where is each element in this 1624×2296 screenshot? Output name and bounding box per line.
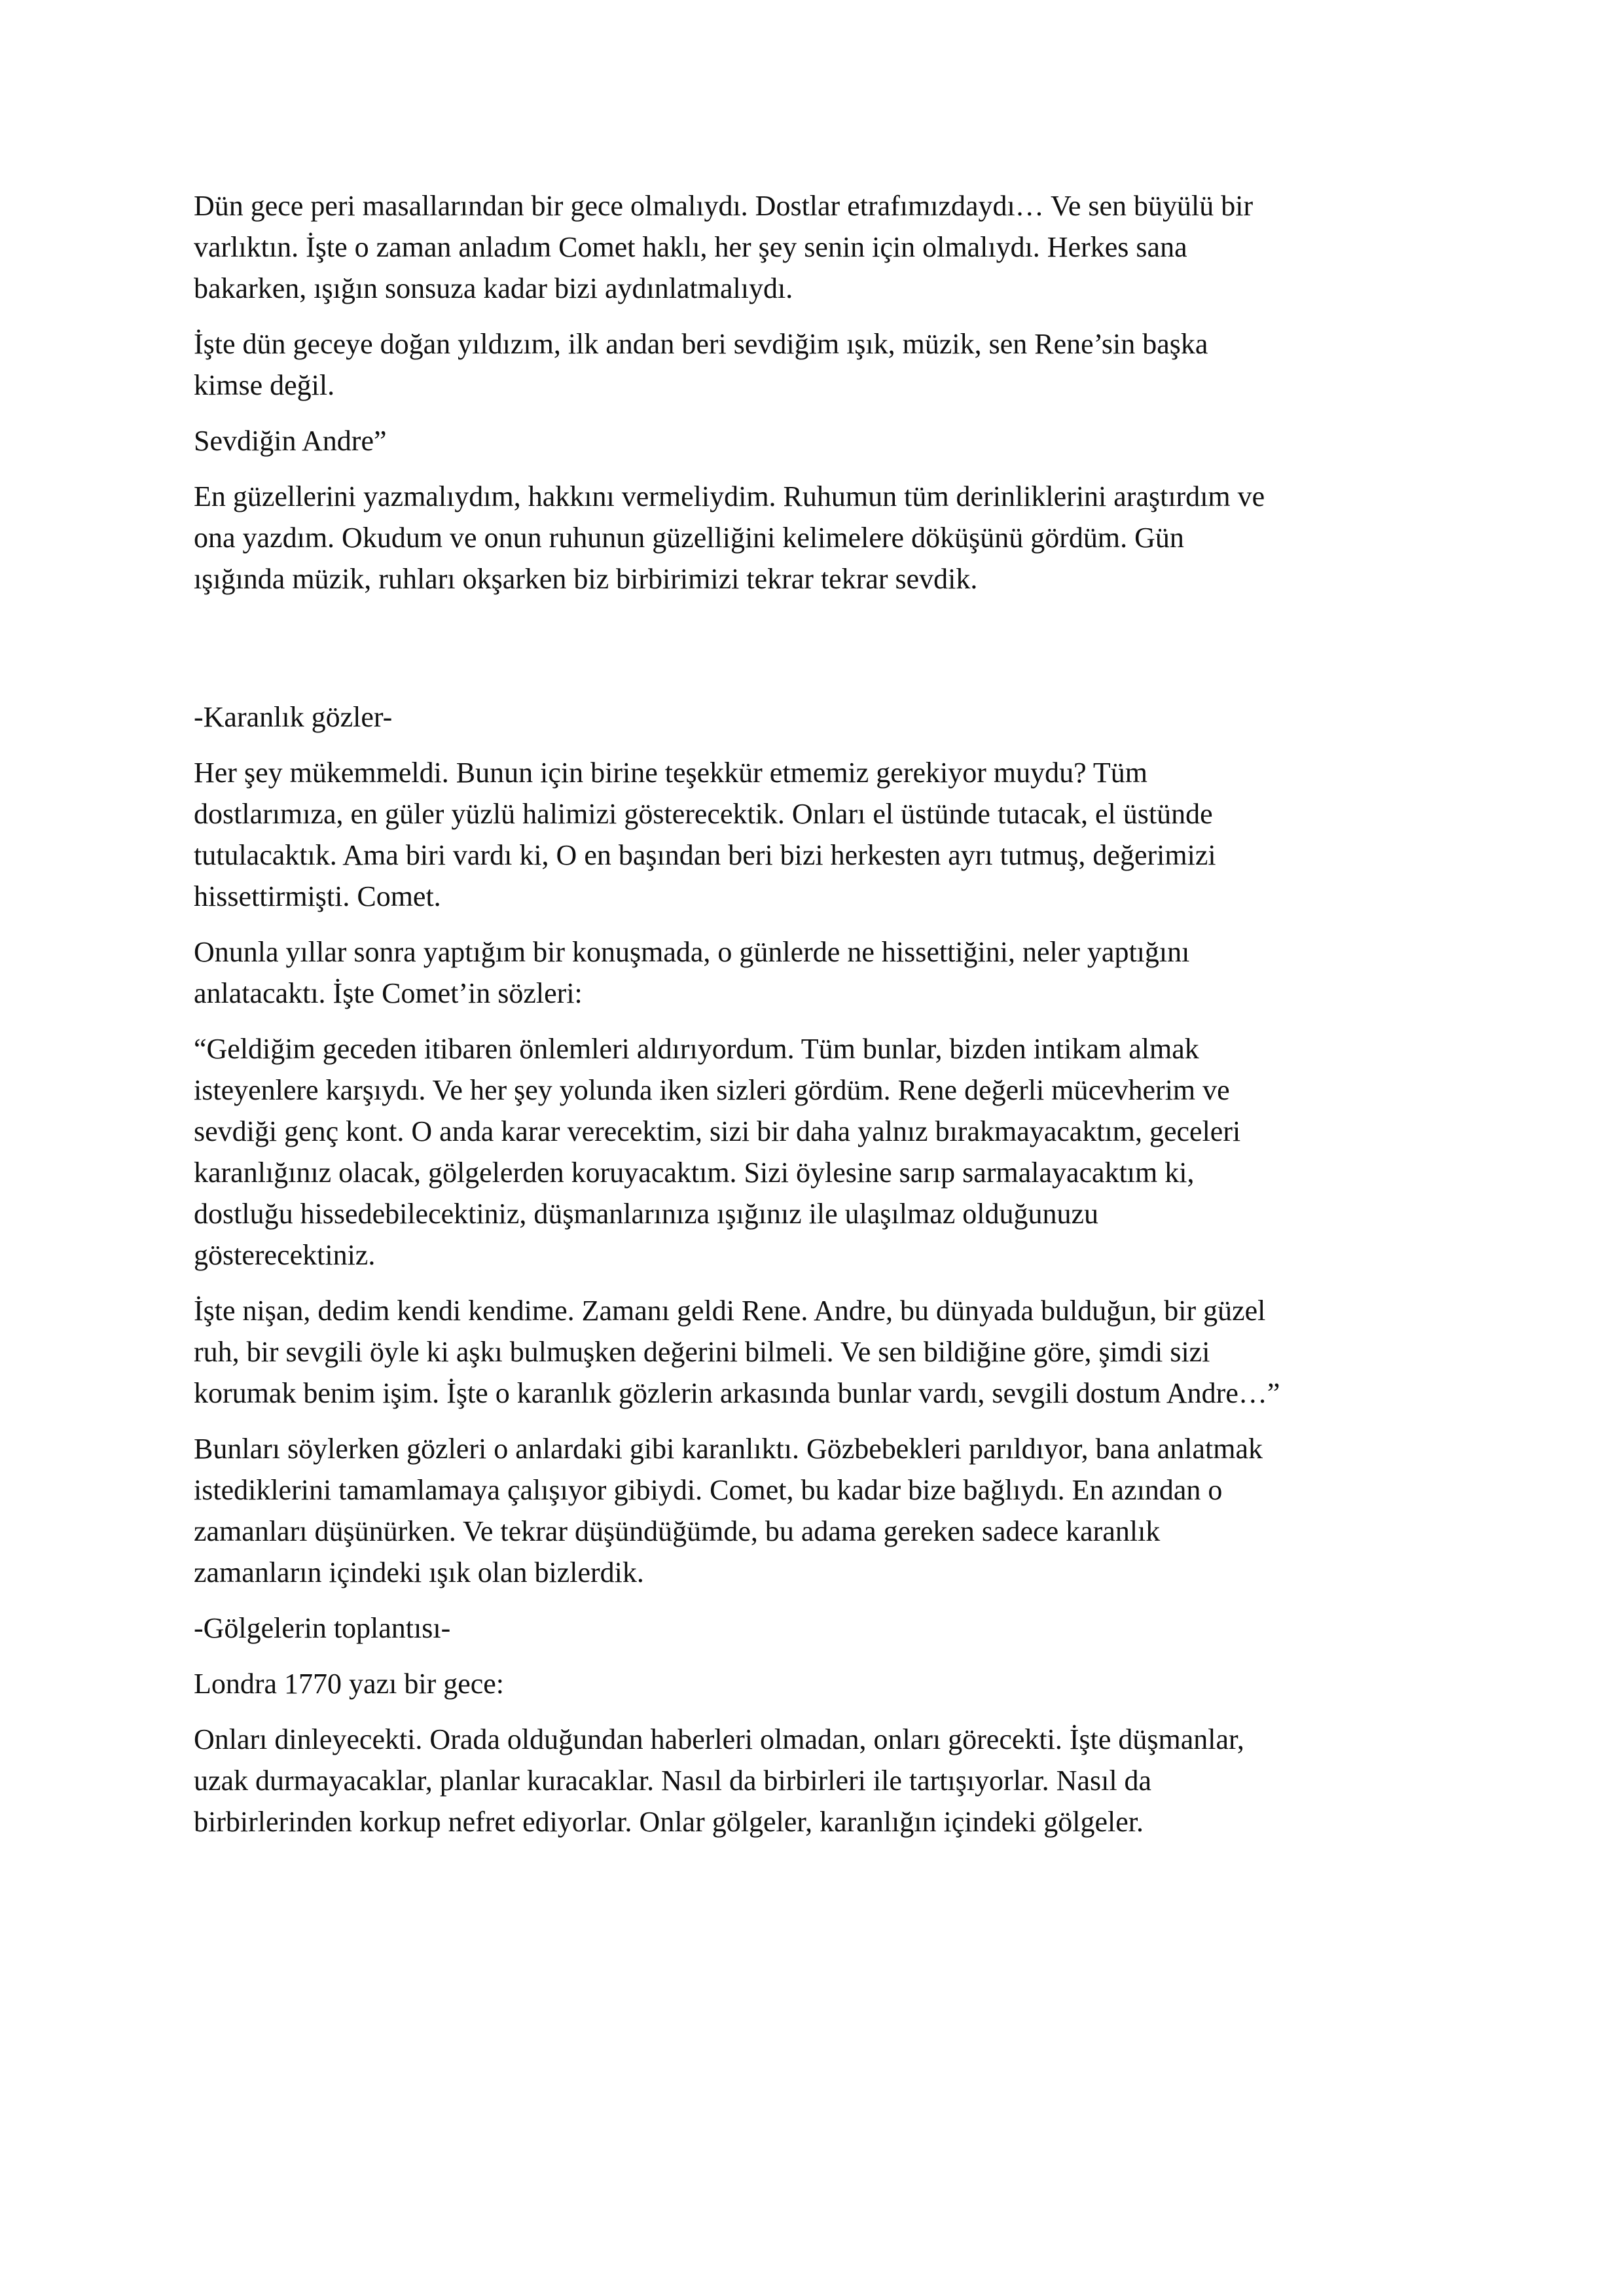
text-line: Onunla yıllar sonra yaptığım bir konuşmada, o günlerde ne hissettiğini, neler yaptığını [194, 936, 1190, 968]
paragraph-comet-quote [194, 1028, 1437, 1276]
text-line: Bunları söylerken gözleri o anlardaki gibi karanlıktı. Gözbebekleri parıldıyor, bana anlatmak [194, 1433, 1263, 1465]
text-line: anlatacaktı. İşte Comet’in sözleri: [194, 977, 583, 1009]
paragraph-london-1770 [194, 1663, 1437, 1704]
heading-text: -Karanlık gözler- [194, 701, 393, 733]
text-line: ışığında müzik, ruhları okşarken biz birbirimizi tekrar tekrar sevdik. [194, 563, 978, 595]
text-line: ruh, bir sevgili öyle ki aşkı bulmuşken değerini bilmeli. Ve sen bildiğine göre, şimdi sizi [194, 1336, 1210, 1368]
text-line: sevdiği genç kont. O anda karar verecektim, sizi bir daha yalnız bırakmayacaktım, geceleri [194, 1115, 1241, 1147]
text-line: En güzellerini yazmalıydım, hakkını vermeliydim. Ruhumun tüm derinliklerini araştırdım ve [194, 480, 1265, 512]
text-line: dostluğu hissedebilecektiniz, düşmanlarınıza ışığınız ile ulaşılmaz olduğunuzu [194, 1198, 1099, 1230]
paragraph-everything-perfect [194, 752, 1437, 917]
text-line: zamanların içindeki ışık olan bizlerdik. [194, 1556, 644, 1588]
paragraph-dark-eyes-speech [194, 1428, 1437, 1593]
text-line: zamanları düşünürken. Ve tekrar düşündüğümde, bu adama gereken sadece karanlık [194, 1515, 1161, 1547]
document-page [194, 185, 1437, 1857]
text-line: birbirlerinden korkup nefret ediyorlar. Onlar gölgeler, karanlığın içindeki gölgeler. [194, 1806, 1144, 1838]
text-line: dostlarımıza, en güler yüzlü halimizi gösterecektik. Onları el üstünde tutacak, el üstünde [194, 798, 1213, 830]
text-line: Sevdiğin Andre” [194, 425, 387, 457]
section-heading-shadows-meeting [194, 1607, 1437, 1649]
text-line: bakarken, ışığın sonsuza kadar bizi aydınlatmalıydı. [194, 272, 793, 304]
text-line: hissettirmişti. Comet. [194, 880, 441, 912]
text-line: “Geldiğim geceden itibaren önlemleri aldırıyordum. Tüm bunlar, bizden intikam almak [194, 1033, 1199, 1065]
text-line: istediklerini tamamlamaya çalışıyor gibiydi. Comet, bu kadar bize bağlıydı. En azından o [194, 1474, 1223, 1506]
text-line: tutulacaktık. Ama biri vardı ki, O en başından beri bizi herkesten ayrı tutmuş, değerimizi [194, 839, 1216, 871]
text-line: varlıktın. İşte o zaman anladım Comet haklı, her şey senin için olmalıydı. Herkes sana [194, 231, 1187, 263]
text-line: gösterecektiniz. [194, 1239, 376, 1271]
heading-text: -Gölgelerin toplantısı- [194, 1612, 451, 1644]
paragraph-writing-best [194, 476, 1437, 600]
text-line: kimse değil. [194, 369, 335, 401]
text-line: İşte dün geceye doğan yıldızım, ilk andan beri sevdiğim ışık, müzik, sen Rene’sin başka [194, 328, 1208, 360]
text-line: ona yazdım. Okudum ve onun ruhunun güzelliğini kelimelere döküşünü gördüm. Gün [194, 522, 1184, 554]
section-heading-dark-eyes [194, 696, 1437, 738]
text-line: Dün gece peri masallarından bir gece olmalıydı. Dostlar etrafımızdaydı… Ve sen büyülü bir [194, 190, 1254, 222]
paragraph-conversation [194, 931, 1437, 1014]
text-line: Onları dinleyecekti. Orada olduğundan haberleri olmadan, onları görecekti. İşte düşmanlar, [194, 1723, 1244, 1755]
text-line: karanlığınız olacak, gölgelerden koruyacaktım. Sizi öylesine sarıp sarmalayacaktım ki, [194, 1157, 1195, 1189]
text-line: korumak benim işim. İşte o karanlık gözlerin arkasında bunlar vardı, sevgili dostum Andre…” [194, 1377, 1280, 1409]
text-line: uzak durmayacaklar, planlar kuracaklar. Nasıl da birbirleri ile tartışıyorlar. Nasıl da [194, 1765, 1152, 1797]
text-line: Londra 1770 yazı bir gece: [194, 1668, 505, 1700]
paragraph-fairy-tale-night [194, 185, 1437, 309]
text-line: İşte nişan, dedim kendi kendime. Zamanı geldi Rene. Andre, bu dünyada bulduğun, bir güzel [194, 1295, 1266, 1327]
letter-signature [194, 420, 1437, 461]
paragraph-engagement [194, 1290, 1437, 1414]
text-line: Her şey mükemmeldi. Bunun için birine teşekkür etmemiz gerekiyor muydu? Tüm [194, 757, 1147, 789]
text-line: isteyenlere karşıydı. Ve her şey yolunda iken sizleri gördüm. Rene değerli mücevherim ve [194, 1074, 1230, 1106]
paragraph-enemies [194, 1719, 1437, 1842]
blank-space [194, 614, 1437, 696]
paragraph-star-born [194, 323, 1437, 406]
